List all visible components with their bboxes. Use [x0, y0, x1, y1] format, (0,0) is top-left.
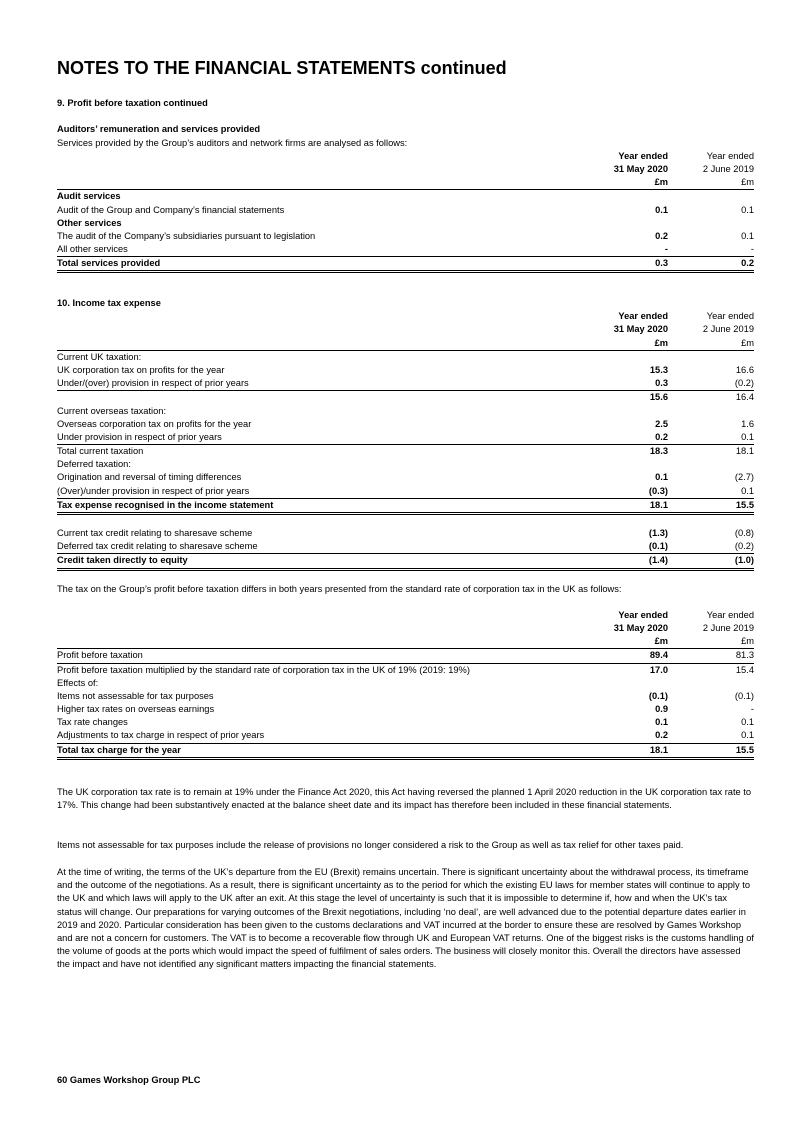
section-10-heading — [57, 297, 754, 310]
value-2019: 0.1 — [741, 230, 754, 241]
value-2020: Year ended — [618, 609, 668, 620]
value-2020: £m — [654, 636, 668, 647]
column-header-row — [57, 622, 754, 635]
value-2020: 18.3 — [649, 446, 668, 457]
value-2019: (2.7) — [734, 472, 754, 483]
value-2020: 0.2 — [655, 730, 668, 741]
row-label — [57, 622, 578, 635]
table-row — [57, 217, 754, 230]
value-2019: 15.5 — [735, 744, 754, 755]
table-row — [57, 405, 754, 418]
value-2019: 2 June 2019 — [702, 622, 754, 633]
value-2020: 15.6 — [649, 392, 668, 403]
value-2019: 15.4 — [735, 664, 754, 675]
value-2019 — [668, 458, 754, 471]
row-label: Total services provided — [57, 258, 161, 269]
section-9-subheading — [57, 123, 754, 136]
value-2020 — [578, 677, 668, 690]
value-2020 — [578, 190, 668, 203]
row-label: Credit taken directly to equity — [57, 555, 188, 566]
row-label — [57, 337, 578, 350]
table-row — [57, 716, 754, 729]
section-10 — [57, 297, 754, 760]
table-row — [57, 243, 754, 257]
table-row — [57, 703, 754, 716]
row-label — [57, 163, 578, 176]
row-label — [57, 310, 578, 323]
row-label: Current overseas taxation: — [57, 405, 167, 416]
column-header-row — [57, 609, 754, 622]
value-2019 — [668, 190, 754, 203]
table-total-row — [57, 744, 754, 760]
value-2019: £m — [741, 636, 754, 647]
table-row — [57, 377, 754, 391]
section-9-intro — [57, 137, 754, 150]
value-2019: - — [750, 244, 754, 255]
row-label: (Over)/under provision in respect of prior years — [57, 485, 250, 496]
value-2020: £m — [654, 177, 668, 188]
row-label: Total tax charge for the year — [57, 744, 181, 755]
value-2020: 17.0 — [649, 664, 668, 675]
table-row — [57, 690, 754, 703]
value-2019: 1.6 — [741, 418, 754, 429]
page-title: NOTES TO THE FINANCIAL STATEMENTS continued — [57, 58, 507, 78]
table-row — [57, 204, 754, 217]
value-2019: 2 June 2019 — [702, 163, 754, 174]
value-2020: 18.1 — [649, 499, 668, 510]
table-row — [57, 364, 754, 377]
value-2020: Year ended — [618, 311, 668, 322]
value-2019 — [668, 217, 754, 230]
table-row — [57, 664, 754, 677]
value-2020: (0.3) — [648, 485, 668, 496]
note-paragraph: At the time of writing, the terms of the UK’s departure from the EU (Brexit) remains uncertain. There is significant uncertainty about the withdrawal process, its timeframe and the outcome of the negotiations. As a result, there is significant uncertainty as to the period for which the existing EU laws for member states will continue to apply to the UK and which laws will apply to the UK after an exit. At this stage the level of uncertainty is such that it is impossible to determine if, how and when the UK’s tax status will change. Our preparations for varying outcomes of the Brexit negotiations, including ‘no deal’, are well advanced due to the potential departure dates earlier in 2019 and 2020. Particular consideration has been given to the customs declarations and VAT incurred at the border to ensure these are resolved by Games Workshop and are not a concern for customers. The VAT is to become a recoverable flow through UK and European VAT returns. One of the biggest risks is the customs handling of the volume of goods at the ports which would impact the speed of fulfilment of sales orders. The business will closely monitor this. Overall the directors have assessed the impact and have not identified any significant matters impacting the financial statements. — [57, 867, 754, 970]
value-2020: 31 May 2020 — [613, 622, 668, 633]
row-label — [57, 176, 578, 189]
value-2019: (0.1) — [734, 690, 754, 701]
row-label: Other services — [57, 217, 122, 228]
table-row — [57, 458, 754, 471]
row-label: Current UK taxation: — [57, 351, 142, 362]
value-2019: 18.1 — [735, 446, 754, 457]
column-header-row — [57, 337, 754, 351]
row-label: 9. Profit before taxation continued — [57, 98, 208, 108]
row-label: 10. Income tax expense — [57, 298, 161, 308]
value-2020: 0.1 — [655, 717, 668, 728]
row-label — [57, 609, 578, 622]
value-2019: 81.3 — [735, 650, 754, 661]
row-label: Tax rate changes — [57, 717, 128, 728]
row-label — [57, 391, 578, 404]
row-label: Effects of: — [57, 677, 99, 688]
value-2019: 0.2 — [741, 258, 754, 269]
row-label: Origination and reversal of timing differences — [57, 472, 242, 483]
value-2020 — [578, 405, 668, 418]
row-label: Services provided by the Group’s auditors and network firms are analysed as follows: — [57, 137, 408, 148]
value-2020: 0.1 — [655, 204, 668, 215]
row-label — [57, 150, 578, 163]
value-2020 — [578, 458, 668, 471]
row-label: The tax on the Group’s profit before taxation differs in both years presented from the standard rate of corporation tax in the UK as follows: — [57, 583, 622, 594]
row-label: Total current taxation — [57, 446, 144, 457]
value-2020: (1.3) — [648, 528, 668, 538]
value-2019: £m — [741, 337, 754, 348]
row-label: Profit before taxation — [57, 650, 143, 661]
value-2019: (0.8) — [734, 528, 754, 538]
row-label: Under provision in respect of prior years — [57, 431, 222, 442]
table-total-row — [57, 257, 754, 273]
table-row — [57, 190, 754, 203]
value-2020: (0.1) — [648, 541, 668, 552]
value-2019: - — [750, 704, 754, 715]
value-2019: 2 June 2019 — [702, 324, 754, 335]
row-label: Audit of the Group and Company’s financial statements — [57, 204, 285, 215]
row-label: Overseas corporation tax on profits for the year — [57, 418, 252, 429]
value-2020: Year ended — [618, 150, 668, 161]
table-row — [57, 431, 754, 445]
value-2019 — [668, 677, 754, 690]
value-2020: (0.1) — [648, 690, 668, 701]
value-2020: 89.4 — [649, 650, 668, 661]
value-2020: £m — [654, 337, 668, 348]
column-header-row — [57, 323, 754, 336]
section-9-heading — [57, 97, 754, 110]
table-row — [57, 230, 754, 243]
column-header-row — [57, 150, 754, 163]
section-9 — [57, 97, 754, 273]
row-label: Current tax credit relating to sharesave scheme — [57, 528, 253, 538]
row-label: Deferred taxation: — [57, 459, 131, 470]
table-row — [57, 418, 754, 431]
value-2019: 16.6 — [735, 364, 754, 375]
table-row — [57, 471, 754, 484]
value-2019: 16.4 — [735, 392, 754, 403]
row-label: Under/(over) provision in respect of prior years — [57, 378, 249, 389]
row-label: Profit before taxation multiplied by the standard rate of corporation tax in the UK of 19% (2019: 19%) — [57, 664, 470, 675]
row-label: All other services — [57, 244, 128, 255]
value-2019: (0.2) — [734, 378, 754, 389]
value-2019: 0.1 — [741, 431, 754, 442]
column-header-row — [57, 310, 754, 323]
value-2020: 0.2 — [655, 431, 668, 442]
value-2020: 31 May 2020 — [613, 163, 668, 174]
row-label: Auditors’ remuneration and services provided — [57, 124, 261, 135]
value-2020: 15.3 — [649, 364, 668, 375]
column-header-row — [57, 635, 754, 649]
table-row — [57, 485, 754, 499]
value-2019: (1.0) — [734, 555, 754, 566]
value-2020: 0.9 — [655, 704, 668, 715]
table-total-row — [57, 554, 754, 570]
table-row — [57, 351, 754, 364]
table-row — [57, 649, 754, 663]
recon-intro — [57, 583, 754, 596]
value-2020: 18.1 — [649, 744, 668, 755]
column-header-row — [57, 176, 754, 190]
value-2020: (1.4) — [648, 555, 668, 566]
value-2019: 15.5 — [735, 499, 754, 510]
table-row — [57, 729, 754, 743]
row-label: Items not assessable for tax purposes — [57, 690, 214, 701]
value-2020: 0.3 — [655, 258, 668, 269]
row-label: Higher tax rates on overseas earnings — [57, 704, 215, 715]
row-label: Audit services — [57, 191, 121, 202]
value-2019: Year ended — [706, 609, 754, 620]
value-2019 — [668, 405, 754, 418]
value-2019: 0.1 — [741, 204, 754, 215]
table-subtotal-row — [57, 391, 754, 404]
value-2020: - — [664, 244, 668, 255]
value-2019: 0.1 — [741, 717, 754, 728]
value-2019: Year ended — [706, 311, 754, 322]
value-2020 — [578, 351, 668, 364]
value-2019: (0.2) — [734, 541, 754, 552]
column-header-row — [57, 163, 754, 176]
row-label: UK corporation tax on profits for the year — [57, 364, 225, 375]
page-footer: 60 Games Workshop Group PLC — [57, 1075, 201, 1085]
value-2019: 0.1 — [741, 485, 754, 496]
row-label: Adjustments to tax charge in respect of prior years — [57, 730, 265, 741]
value-2020: 2.5 — [655, 418, 668, 429]
value-2019: £m — [741, 177, 754, 188]
value-2020: 0.2 — [655, 230, 668, 241]
value-2020: 0.1 — [655, 472, 668, 483]
value-2020: 31 May 2020 — [613, 324, 668, 335]
row-label: Deferred tax credit relating to sharesave scheme — [57, 541, 258, 552]
note-paragraph: Items not assessable for tax purposes include the release of provisions no longer considered a risk to the Group as well as tax relief for other taxes paid. — [57, 840, 684, 850]
table-row — [57, 527, 754, 540]
table-row — [57, 540, 754, 554]
value-2019: 0.1 — [741, 730, 754, 741]
value-2019: Year ended — [706, 150, 754, 161]
row-label: Tax expense recognised in the income statement — [57, 499, 274, 510]
table-total-row — [57, 499, 754, 515]
table-subtotal-row — [57, 445, 754, 458]
row-label: The audit of the Company’s subsidiaries pursuant to legislation — [57, 230, 316, 241]
value-2020: 0.3 — [655, 378, 668, 389]
value-2020 — [578, 217, 668, 230]
row-label — [57, 323, 578, 336]
row-label — [57, 635, 578, 648]
table-row — [57, 677, 754, 690]
note-paragraph: The UK corporation tax rate is to remain at 19% under the Finance Act 2020, this Act having reversed the planned 1 April 2020 reduction in the UK corporation tax rate to 17%. This change had been substantively enacted at the balance sheet date and its impact has therefore been included in these financial statements. — [57, 787, 752, 811]
value-2019 — [668, 351, 754, 364]
